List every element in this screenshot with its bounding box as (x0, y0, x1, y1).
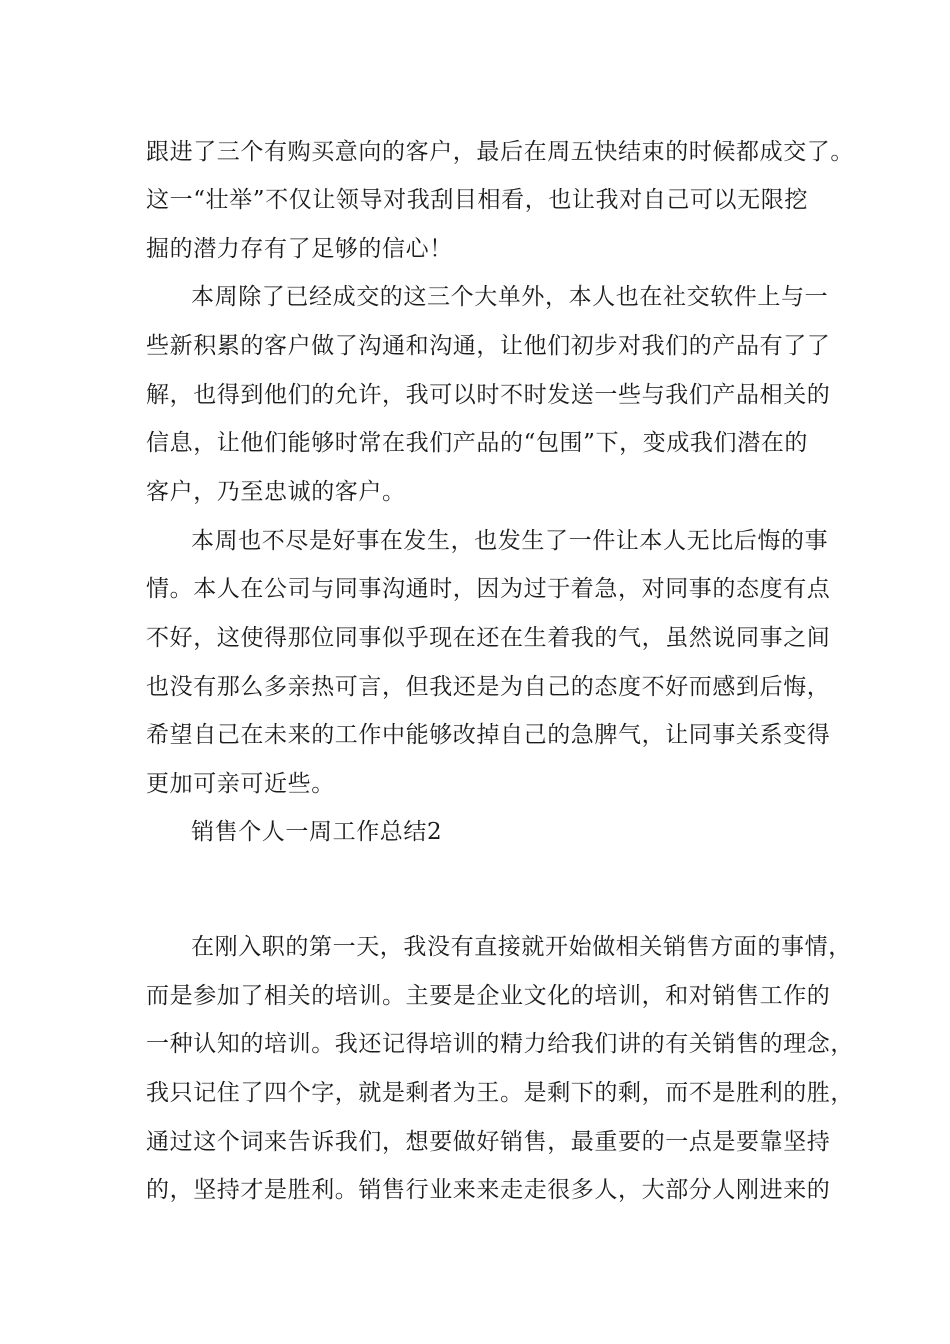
text-line: 希望自己在未来的工作中能够改掉自己的急脾气，让同事关系变得 (146, 722, 831, 748)
text-line: 这一“壮举”不仅让领导对我刮目相看，也让我对自己可以无限挖 (146, 187, 808, 213)
text-line: 更加可亲可近些。 (146, 771, 335, 797)
text-line: 不好，这使得那位同事似乎现在还在生着我的气，虽然说同事之间 (146, 625, 831, 651)
text-line: 客户，乃至忠诚的客户。 (146, 479, 406, 505)
text-line: 在刚入职的第一天，我没有直接就开始做相关销售方面的事情， (191, 934, 852, 960)
text-line: 些新积累的客户做了沟通和沟通，让他们初步对我们的产品有了了 (146, 333, 831, 359)
text-line: 本周除了已经成交的这三个大单外，本人也在社交软件上与一 (191, 284, 829, 310)
text-line: 一种认知的培训。我还记得培训的精力给我们讲的有关销售的理念， (146, 1031, 854, 1057)
text-line: 也没有那么多亲热可言，但我还是为自己的态度不好而感到后悔， (146, 674, 831, 700)
text-line: 本周也不尽是好事在发生，也发生了一件让本人无比后悔的事 (191, 528, 829, 554)
text-line: 跟进了三个有购买意向的客户，最后在周五快结束的时候都成交了。 (146, 139, 854, 165)
section-heading: 销售个人一周工作总结2 (191, 819, 443, 845)
text-line: 通过这个词来告诉我们，想要做好销售，最重要的一点是要靠坚持 (146, 1129, 831, 1155)
text-line: 的，坚持才是胜利。销售行业来来走走很多人，大部分人刚进来的 (146, 1177, 831, 1203)
text-line: 信息，让他们能够时常在我们产品的“包围”下，变成我们潜在的 (146, 430, 808, 456)
text-line: 而是参加了相关的培训。主要是企业文化的培训，和对销售工作的 (146, 983, 831, 1009)
text-line: 掘的潜力存有了足够的信心！ (146, 236, 453, 262)
text-line: 我只记住了四个字，就是剩者为王。是剩下的剩，而不是胜利的胜， (146, 1080, 854, 1106)
text-line: 情。本人在公司与同事沟通时，因为过于着急，对同事的态度有点 (146, 576, 831, 602)
text-line: 解，也得到他们的允许，我可以时不时发送一些与我们产品相关的 (146, 382, 831, 408)
